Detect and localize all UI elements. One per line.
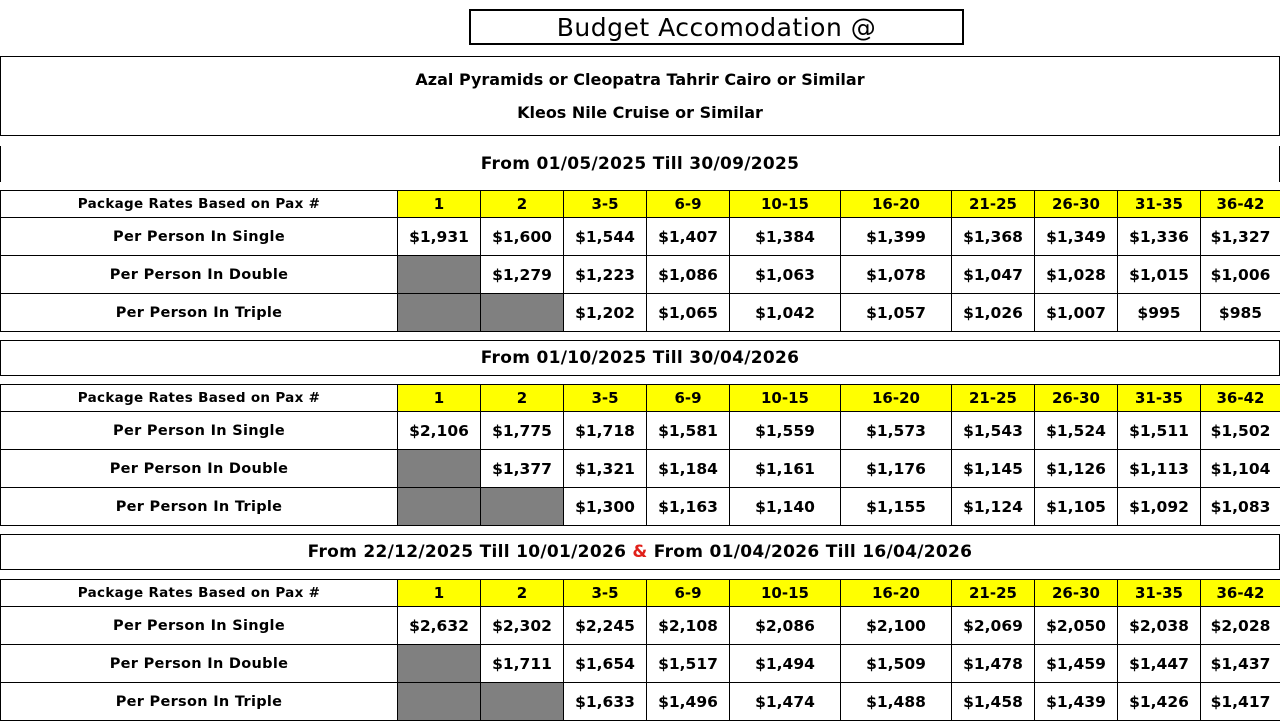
rate-cell: $1,176 <box>841 450 952 488</box>
period-title-1 <box>0 146 1280 182</box>
unavailable-cell <box>398 645 481 683</box>
rate-cell: $1,155 <box>841 488 952 526</box>
rate-cell: $1,496 <box>647 683 730 721</box>
pax-group-header: 6-9 <box>647 191 730 218</box>
rates-table-2 <box>0 384 1280 526</box>
rate-cell: $1,544 <box>564 218 647 256</box>
pax-group-header: 36-42 <box>1201 580 1280 607</box>
rate-cell: $1,524 <box>1035 412 1118 450</box>
rate-cell: $1,202 <box>564 294 647 332</box>
rate-cell: $1,573 <box>841 412 952 450</box>
rate-cell: $1,494 <box>730 645 841 683</box>
rate-cell: $2,106 <box>398 412 481 450</box>
rate-cell: $1,161 <box>730 450 841 488</box>
period-title-2 <box>0 340 1280 376</box>
rate-cell: $1,458 <box>952 683 1035 721</box>
period-title-part1: From 22/12/2025 Till 10/01/2026 <box>308 542 627 562</box>
table-row <box>1 218 1280 256</box>
rate-cell: $1,336 <box>1118 218 1201 256</box>
row-label: Per Person In Triple <box>1 488 398 526</box>
rate-cell: $1,321 <box>564 450 647 488</box>
pax-group-header: 1 <box>398 580 481 607</box>
rate-cell: $1,300 <box>564 488 647 526</box>
unavailable-cell <box>398 450 481 488</box>
unavailable-cell <box>398 683 481 721</box>
pax-group-header: 3-5 <box>564 385 647 412</box>
table-row <box>1 256 1280 294</box>
rate-cell: $1,026 <box>952 294 1035 332</box>
rate-cell: $1,368 <box>952 218 1035 256</box>
pax-group-header: 21-25 <box>952 385 1035 412</box>
hotels-line-cruise: Kleos Nile Cruise or Similar <box>517 103 763 122</box>
table-row <box>1 294 1280 332</box>
rate-cell: $1,439 <box>1035 683 1118 721</box>
rate-cell: $2,108 <box>647 607 730 645</box>
rate-cell: $1,006 <box>1201 256 1280 294</box>
rate-cell: $1,349 <box>1035 218 1118 256</box>
table-row <box>1 412 1280 450</box>
pax-group-header: 3-5 <box>564 580 647 607</box>
rate-cell: $1,559 <box>730 412 841 450</box>
unavailable-cell <box>481 683 564 721</box>
rate-cell: $1,065 <box>647 294 730 332</box>
pax-group-header: 6-9 <box>647 580 730 607</box>
pax-group-header: 16-20 <box>841 580 952 607</box>
rate-cell: $1,140 <box>730 488 841 526</box>
rate-cell: $1,488 <box>841 683 952 721</box>
rate-cell: $1,028 <box>1035 256 1118 294</box>
rate-cell: $995 <box>1118 294 1201 332</box>
rate-cell: $1,399 <box>841 218 952 256</box>
rate-cell: $1,654 <box>564 645 647 683</box>
rate-cell: $1,711 <box>481 645 564 683</box>
pax-group-header: 1 <box>398 191 481 218</box>
pax-group-header: 36-42 <box>1201 191 1280 218</box>
table-row <box>1 488 1280 526</box>
unavailable-cell <box>481 488 564 526</box>
page-title: Budget Accomodation @ <box>469 9 964 45</box>
hotels-line-cairo: Azal Pyramids or Cleopatra Tahrir Cairo or Similar <box>415 70 864 89</box>
rate-cell: $1,633 <box>564 683 647 721</box>
rate-cell: $1,083 <box>1201 488 1280 526</box>
rate-cell: $1,417 <box>1201 683 1280 721</box>
rate-cell: $1,437 <box>1201 645 1280 683</box>
rate-cell: $1,047 <box>952 256 1035 294</box>
rate-cell: $1,459 <box>1035 645 1118 683</box>
rate-cell: $1,718 <box>564 412 647 450</box>
row-label: Per Person In Single <box>1 412 398 450</box>
rate-cell: $2,028 <box>1201 607 1280 645</box>
hotels-box <box>0 56 1280 136</box>
pax-group-header: 36-42 <box>1201 385 1280 412</box>
rate-cell: $1,042 <box>730 294 841 332</box>
table-row <box>1 450 1280 488</box>
rate-cell: $1,426 <box>1118 683 1201 721</box>
rate-cell: $1,086 <box>647 256 730 294</box>
rate-cell: $1,600 <box>481 218 564 256</box>
table-row <box>1 645 1280 683</box>
table-header-row <box>1 385 1280 412</box>
pax-group-header: 10-15 <box>730 580 841 607</box>
rate-cell: $1,509 <box>841 645 952 683</box>
row-label: Per Person In Single <box>1 607 398 645</box>
rates-table-1 <box>0 190 1280 332</box>
pax-group-header: 10-15 <box>730 385 841 412</box>
rate-cell: $1,057 <box>841 294 952 332</box>
header-label: Package Rates Based on Pax # <box>1 191 398 218</box>
pax-group-header: 16-20 <box>841 385 952 412</box>
row-label: Per Person In Triple <box>1 294 398 332</box>
pax-group-header: 26-30 <box>1035 580 1118 607</box>
rate-cell: $1,092 <box>1118 488 1201 526</box>
rate-cell: $1,163 <box>647 488 730 526</box>
rates-table-3 <box>0 579 1280 721</box>
row-label: Per Person In Triple <box>1 683 398 721</box>
rate-cell: $1,078 <box>841 256 952 294</box>
pax-group-header: 10-15 <box>730 191 841 218</box>
rate-cell: $1,124 <box>952 488 1035 526</box>
rate-cell: $1,223 <box>564 256 647 294</box>
rate-cell: $2,245 <box>564 607 647 645</box>
period-title-text: From 01/10/2025 Till 30/04/2026 <box>481 348 800 368</box>
rate-cell: $1,063 <box>730 256 841 294</box>
pax-group-header: 31-35 <box>1118 580 1201 607</box>
rate-cell: $1,581 <box>647 412 730 450</box>
rate-cell: $1,126 <box>1035 450 1118 488</box>
rate-cell: $1,105 <box>1035 488 1118 526</box>
pax-group-header: 1 <box>398 385 481 412</box>
rate-cell: $1,145 <box>952 450 1035 488</box>
pax-group-header: 21-25 <box>952 580 1035 607</box>
rate-cell: $1,931 <box>398 218 481 256</box>
period-title-3 <box>0 534 1280 570</box>
rate-cell: $1,775 <box>481 412 564 450</box>
header-label: Package Rates Based on Pax # <box>1 580 398 607</box>
rate-cell: $985 <box>1201 294 1280 332</box>
rate-cell: $1,502 <box>1201 412 1280 450</box>
pax-group-header: 3-5 <box>564 191 647 218</box>
rate-cell: $1,113 <box>1118 450 1201 488</box>
pax-group-header: 31-35 <box>1118 385 1201 412</box>
pax-group-header: 2 <box>481 191 564 218</box>
rate-cell: $1,474 <box>730 683 841 721</box>
period-title-amp: & <box>632 542 647 562</box>
rate-cell: $2,038 <box>1118 607 1201 645</box>
unavailable-cell <box>398 488 481 526</box>
pax-group-header: 26-30 <box>1035 385 1118 412</box>
unavailable-cell <box>398 256 481 294</box>
period-title-part2: From 01/04/2026 Till 16/04/2026 <box>654 542 973 562</box>
pax-group-header: 2 <box>481 385 564 412</box>
table-row <box>1 607 1280 645</box>
rate-cell: $1,007 <box>1035 294 1118 332</box>
rate-cell: $1,511 <box>1118 412 1201 450</box>
rate-cell: $1,279 <box>481 256 564 294</box>
header-label: Package Rates Based on Pax # <box>1 385 398 412</box>
row-label: Per Person In Double <box>1 256 398 294</box>
row-label: Per Person In Double <box>1 450 398 488</box>
rate-cell: $2,632 <box>398 607 481 645</box>
rate-cell: $1,377 <box>481 450 564 488</box>
rate-cell: $1,447 <box>1118 645 1201 683</box>
rate-cell: $2,086 <box>730 607 841 645</box>
rate-cell: $1,184 <box>647 450 730 488</box>
rate-cell: $2,069 <box>952 607 1035 645</box>
pax-group-header: 21-25 <box>952 191 1035 218</box>
rate-cell: $1,104 <box>1201 450 1280 488</box>
rate-cell: $2,050 <box>1035 607 1118 645</box>
rate-cell: $1,543 <box>952 412 1035 450</box>
rate-cell: $2,100 <box>841 607 952 645</box>
unavailable-cell <box>398 294 481 332</box>
unavailable-cell <box>481 294 564 332</box>
rate-cell: $2,302 <box>481 607 564 645</box>
row-label: Per Person In Double <box>1 645 398 683</box>
pax-group-header: 2 <box>481 580 564 607</box>
pax-group-header: 31-35 <box>1118 191 1201 218</box>
table-header-row <box>1 580 1280 607</box>
row-label: Per Person In Single <box>1 218 398 256</box>
period-title-text: From 01/05/2025 Till 30/09/2025 <box>481 154 800 174</box>
rate-cell: $1,327 <box>1201 218 1280 256</box>
pax-group-header: 16-20 <box>841 191 952 218</box>
table-row <box>1 683 1280 721</box>
rate-cell: $1,384 <box>730 218 841 256</box>
rate-cell: $1,015 <box>1118 256 1201 294</box>
table-header-row <box>1 191 1280 218</box>
rate-cell: $1,517 <box>647 645 730 683</box>
rate-cell: $1,478 <box>952 645 1035 683</box>
pax-group-header: 26-30 <box>1035 191 1118 218</box>
pax-group-header: 6-9 <box>647 385 730 412</box>
rate-cell: $1,407 <box>647 218 730 256</box>
